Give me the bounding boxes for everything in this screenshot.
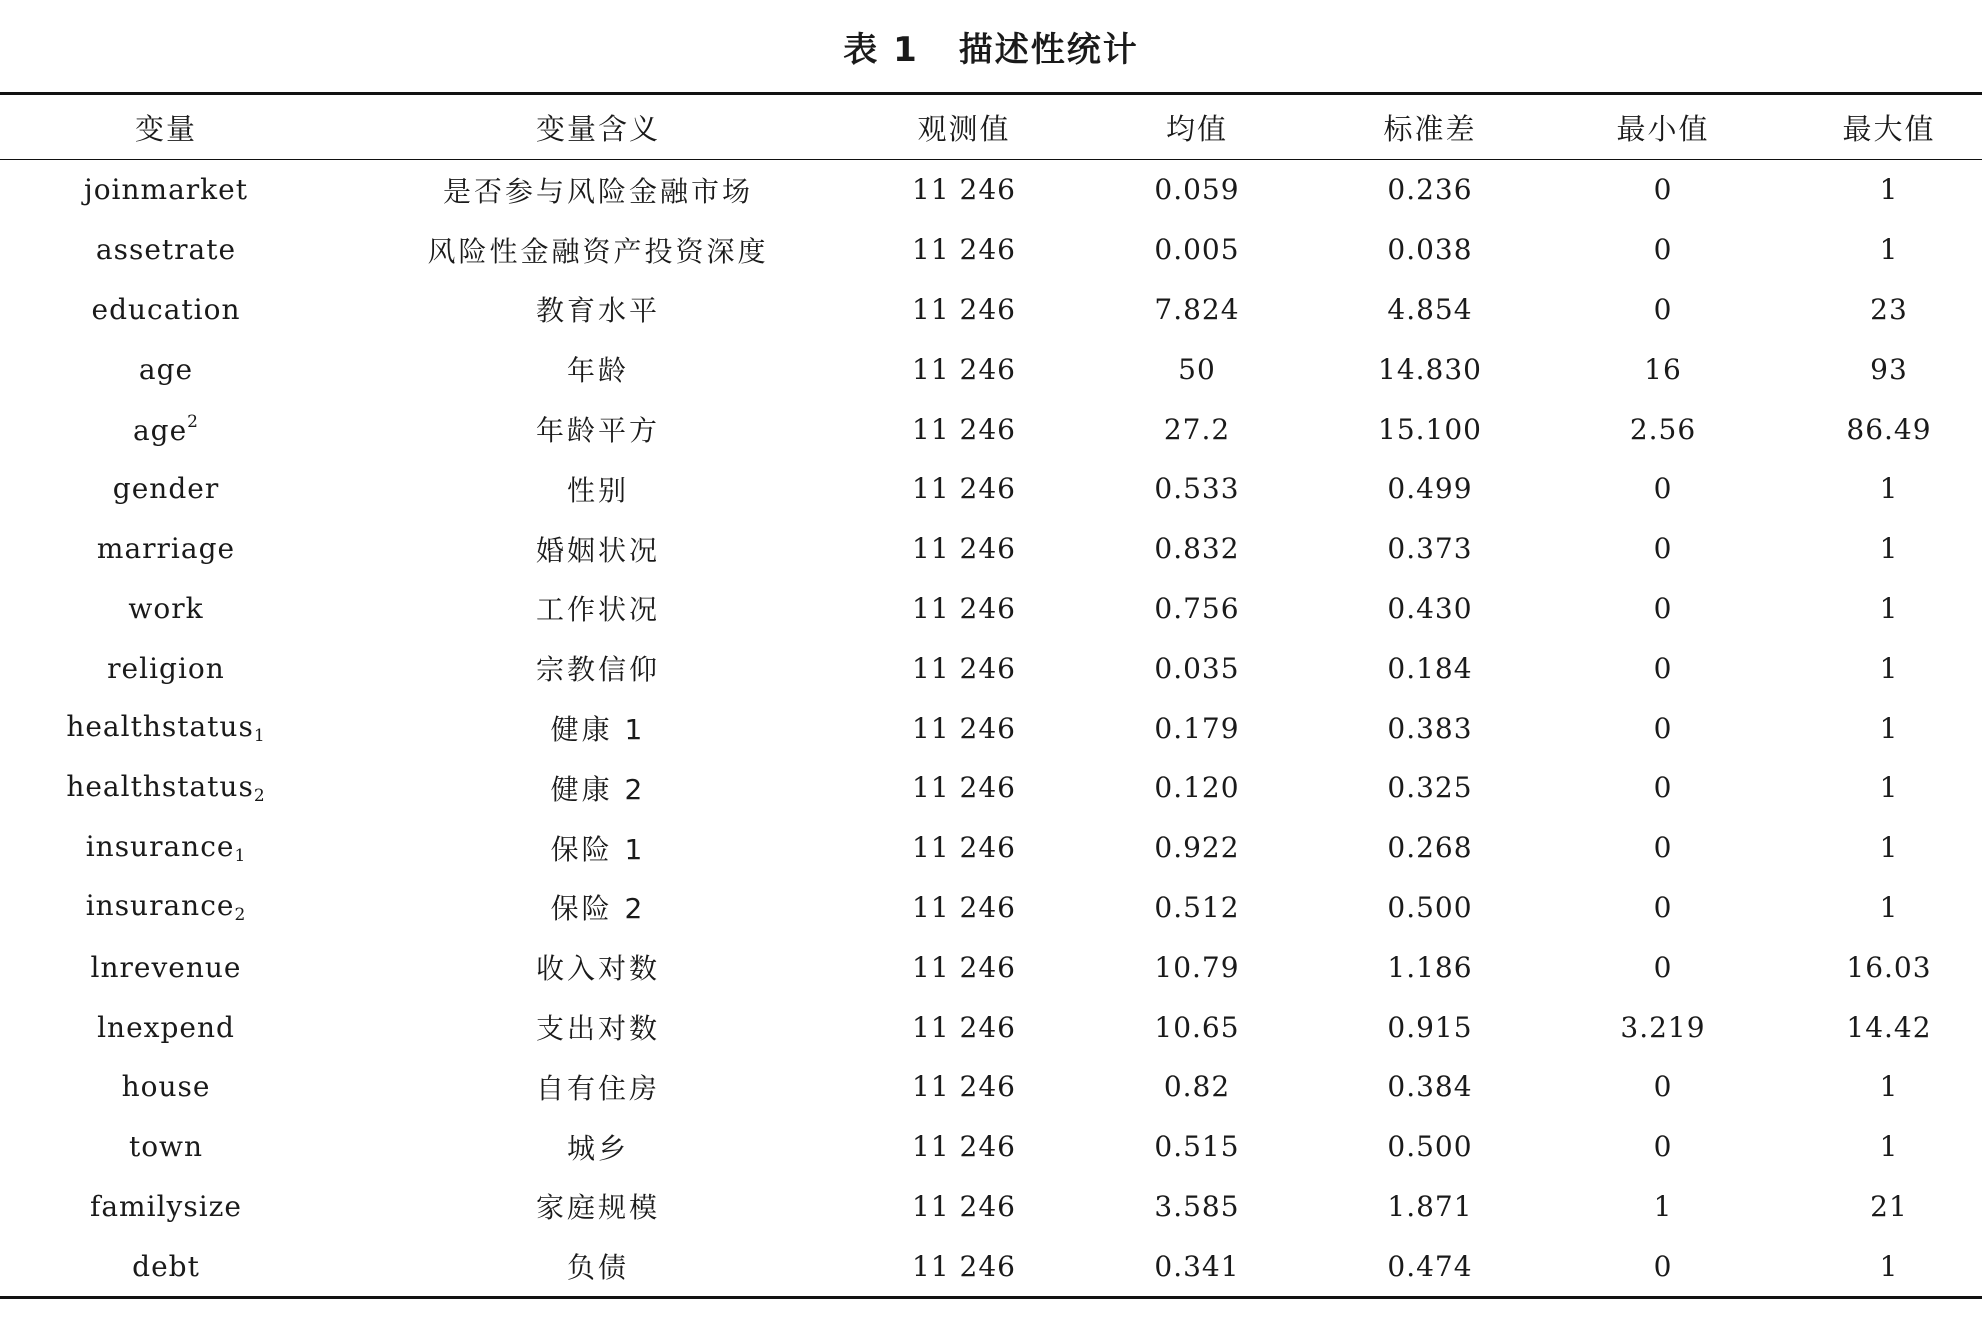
variable-name: gender [112,472,220,506]
variable-cell [0,1117,332,1177]
observations-cell: 11 246 [912,831,1016,865]
header-max: 最大值 [1842,111,1936,146]
mean-cell: 0.059 [1154,173,1240,207]
variable-name: work [128,591,204,625]
table-caption [0,22,1982,71]
table-header-row [0,94,1982,160]
table-row [0,698,1982,758]
min-cell: 16 [1644,352,1682,386]
max-cell: 1 [1879,1070,1899,1104]
header-mean: 均值 [1165,111,1228,146]
variable-name: healthstatus [66,710,254,744]
variable-name: age [138,352,194,386]
min-cell: 0 [1653,950,1673,984]
observations-cell: 11 246 [912,472,1016,506]
mean-cell: 0.82 [1163,1070,1231,1104]
variable-cell [0,280,332,340]
variable-name: marriage [96,532,236,566]
variable-cell [0,1177,332,1237]
max-cell: 1 [1879,711,1899,745]
table-row [0,579,1982,639]
max-cell: 1 [1879,472,1899,506]
min-cell: 0 [1653,233,1673,267]
std-dev-cell: 0.915 [1387,1010,1473,1044]
meaning-cell: 负债 [566,1251,629,1285]
mean-cell: 0.515 [1154,1130,1240,1164]
mean-cell: 0.005 [1154,233,1240,267]
std-dev-cell: 1.186 [1387,950,1473,984]
variable-subscript: 1 [253,726,266,747]
variable-cell [0,997,332,1057]
variable-cell [0,1236,332,1297]
max-cell: 86.49 [1846,412,1932,446]
meaning-cell: 支出对数 [535,1012,660,1046]
mean-cell: 0.512 [1154,890,1240,924]
table-row [0,220,1982,280]
variable-name: familysize [90,1189,242,1223]
meaning-cell: 年龄平方 [535,414,660,448]
meaning-cell: 自有住房 [535,1071,660,1105]
max-cell: 21 [1870,1189,1908,1223]
table-row [0,937,1982,997]
variable-name: age [132,413,188,447]
observations-cell: 11 246 [912,1189,1016,1223]
meaning-cell: 性别 [566,473,629,507]
min-cell: 0 [1653,1249,1673,1283]
min-cell: 0 [1653,890,1673,924]
table-row [0,1177,1982,1237]
observations-cell: 11 246 [912,1130,1016,1164]
std-dev-cell: 0.474 [1387,1249,1473,1283]
variable-cell [0,698,332,758]
max-cell: 16.03 [1846,950,1932,984]
table-row [0,818,1982,878]
observations-cell: 11 246 [912,950,1016,984]
mean-cell: 0.179 [1154,711,1240,745]
std-dev-cell: 0.325 [1387,771,1473,805]
header-observations: 观测值 [917,111,1011,146]
max-cell: 1 [1879,771,1899,805]
std-dev-cell: 0.430 [1387,591,1473,625]
min-cell: 1 [1653,1189,1673,1223]
table-row [0,339,1982,399]
max-cell: 1 [1879,532,1899,566]
mean-cell: 0.756 [1154,591,1240,625]
meaning-cell: 教育水平 [535,294,660,328]
variable-subscript: 1 [234,845,247,866]
max-cell: 23 [1870,292,1908,326]
min-cell: 2.56 [1629,412,1697,446]
variable-name: lnexpend [97,1010,235,1044]
meaning-cell: 年龄 [566,354,629,388]
variable-subscript: 2 [234,905,247,926]
table-row [0,758,1982,818]
min-cell: 0 [1653,771,1673,805]
table-row [0,1117,1982,1177]
mean-cell: 0.832 [1154,532,1240,566]
min-cell: 3.219 [1620,1010,1706,1044]
table-row [0,1236,1982,1297]
meaning-cell: 收入对数 [535,952,660,986]
variable-superscript: 2 [187,411,199,432]
variable-cell [0,339,332,399]
table-row [0,638,1982,698]
observations-cell: 11 246 [912,651,1016,685]
header-min: 最小值 [1616,111,1710,146]
variable-cell [0,399,332,459]
header-std-dev: 标准差 [1383,111,1477,146]
observations-cell: 11 246 [912,711,1016,745]
meaning-cell: 工作状况 [535,593,660,627]
min-cell: 0 [1653,1070,1673,1104]
table-row [0,459,1982,519]
meaning-cell: 健康 2 [550,772,646,806]
min-cell: 0 [1653,173,1673,207]
observations-cell: 11 246 [912,890,1016,924]
variable-name: healthstatus [66,769,254,803]
variable-name: assetrate [95,233,237,267]
std-dev-cell: 0.499 [1387,472,1473,506]
min-cell: 0 [1653,831,1673,865]
observations-cell: 11 246 [912,412,1016,446]
variable-cell [0,638,332,698]
mean-cell: 10.79 [1154,950,1240,984]
variable-subscript: 2 [253,785,266,806]
variable-name: education [91,292,241,326]
descriptive-statistics-table [0,92,1982,1299]
variable-name: insurance [85,889,235,923]
table-row [0,160,1982,220]
observations-cell: 11 246 [912,532,1016,566]
min-cell: 0 [1653,711,1673,745]
meaning-cell: 宗教信仰 [535,653,660,687]
variable-cell [0,579,332,639]
variable-cell [0,220,332,280]
max-cell: 14.42 [1846,1010,1932,1044]
std-dev-cell: 1.871 [1387,1189,1473,1223]
variable-cell [0,758,332,818]
max-cell: 1 [1879,831,1899,865]
table-row [0,1057,1982,1117]
meaning-cell: 是否参与风险金融市场 [442,174,753,208]
variable-cell [0,818,332,878]
variable-cell [0,937,332,997]
observations-cell: 11 246 [912,233,1016,267]
mean-cell: 27.2 [1163,412,1231,446]
variable-cell [0,160,332,220]
observations-cell: 11 246 [912,771,1016,805]
observations-cell: 11 246 [912,292,1016,326]
mean-cell: 3.585 [1154,1189,1240,1223]
mean-cell: 0.035 [1154,651,1240,685]
mean-cell: 0.341 [1154,1249,1240,1283]
meaning-cell: 保险 1 [550,832,646,866]
std-dev-cell: 4.854 [1387,292,1473,326]
meaning-cell: 婚姻状况 [535,533,660,567]
observations-cell: 11 246 [912,1070,1016,1104]
table-row [0,519,1982,579]
table-row [0,280,1982,340]
meaning-cell: 风险性金融资产投资深度 [427,234,769,268]
mean-cell: 50 [1178,352,1216,386]
min-cell: 0 [1653,472,1673,506]
max-cell: 1 [1879,1249,1899,1283]
table-row [0,878,1982,938]
mean-cell: 0.922 [1154,831,1240,865]
mean-cell: 10.65 [1154,1010,1240,1044]
std-dev-cell: 0.500 [1387,890,1473,924]
variable-name: town [128,1130,204,1164]
variable-name: debt [132,1249,200,1283]
std-dev-cell: 0.383 [1387,711,1473,745]
variable-name: house [121,1070,211,1104]
variable-name: lnrevenue [90,950,242,984]
observations-cell: 11 246 [912,591,1016,625]
max-cell: 93 [1870,352,1908,386]
mean-cell: 0.533 [1154,472,1240,506]
variable-name: insurance [85,829,235,863]
observations-cell: 11 246 [912,1249,1016,1283]
min-cell: 0 [1653,651,1673,685]
std-dev-cell: 0.268 [1387,831,1473,865]
max-cell: 1 [1879,651,1899,685]
std-dev-cell: 0.500 [1387,1130,1473,1164]
mean-cell: 7.824 [1154,292,1240,326]
std-dev-cell: 0.373 [1387,532,1473,566]
min-cell: 0 [1653,1130,1673,1164]
table-body [0,160,1982,1298]
min-cell: 0 [1653,292,1673,326]
header-variable: 变量 [134,111,197,146]
meaning-cell: 家庭规模 [535,1191,660,1225]
meaning-cell: 保险 2 [550,892,646,926]
std-dev-cell: 0.384 [1387,1070,1473,1104]
variable-cell [0,519,332,579]
observations-cell: 11 246 [912,352,1016,386]
table-number: 表 1 [843,30,919,70]
max-cell: 1 [1879,173,1899,207]
max-cell: 1 [1879,890,1899,924]
meaning-cell: 城乡 [566,1131,629,1165]
variable-cell [0,878,332,938]
variable-name: joinmarket [84,173,248,207]
max-cell: 1 [1879,1130,1899,1164]
mean-cell: 0.120 [1154,771,1240,805]
table-row [0,399,1982,459]
variable-name: religion [107,651,225,685]
variable-cell [0,1057,332,1117]
std-dev-cell: 14.830 [1378,352,1482,386]
table-row [0,997,1982,1057]
std-dev-cell: 0.236 [1387,173,1473,207]
max-cell: 1 [1879,233,1899,267]
variable-cell [0,459,332,519]
meaning-cell: 健康 1 [550,713,646,747]
std-dev-cell: 15.100 [1378,412,1482,446]
observations-cell: 11 246 [912,173,1016,207]
observations-cell: 11 246 [912,1010,1016,1044]
min-cell: 0 [1653,591,1673,625]
table-title: 描述性统计 [958,30,1139,70]
min-cell: 0 [1653,532,1673,566]
std-dev-cell: 0.184 [1387,651,1473,685]
max-cell: 1 [1879,591,1899,625]
header-meaning: 变量含义 [535,111,660,146]
std-dev-cell: 0.038 [1387,233,1473,267]
